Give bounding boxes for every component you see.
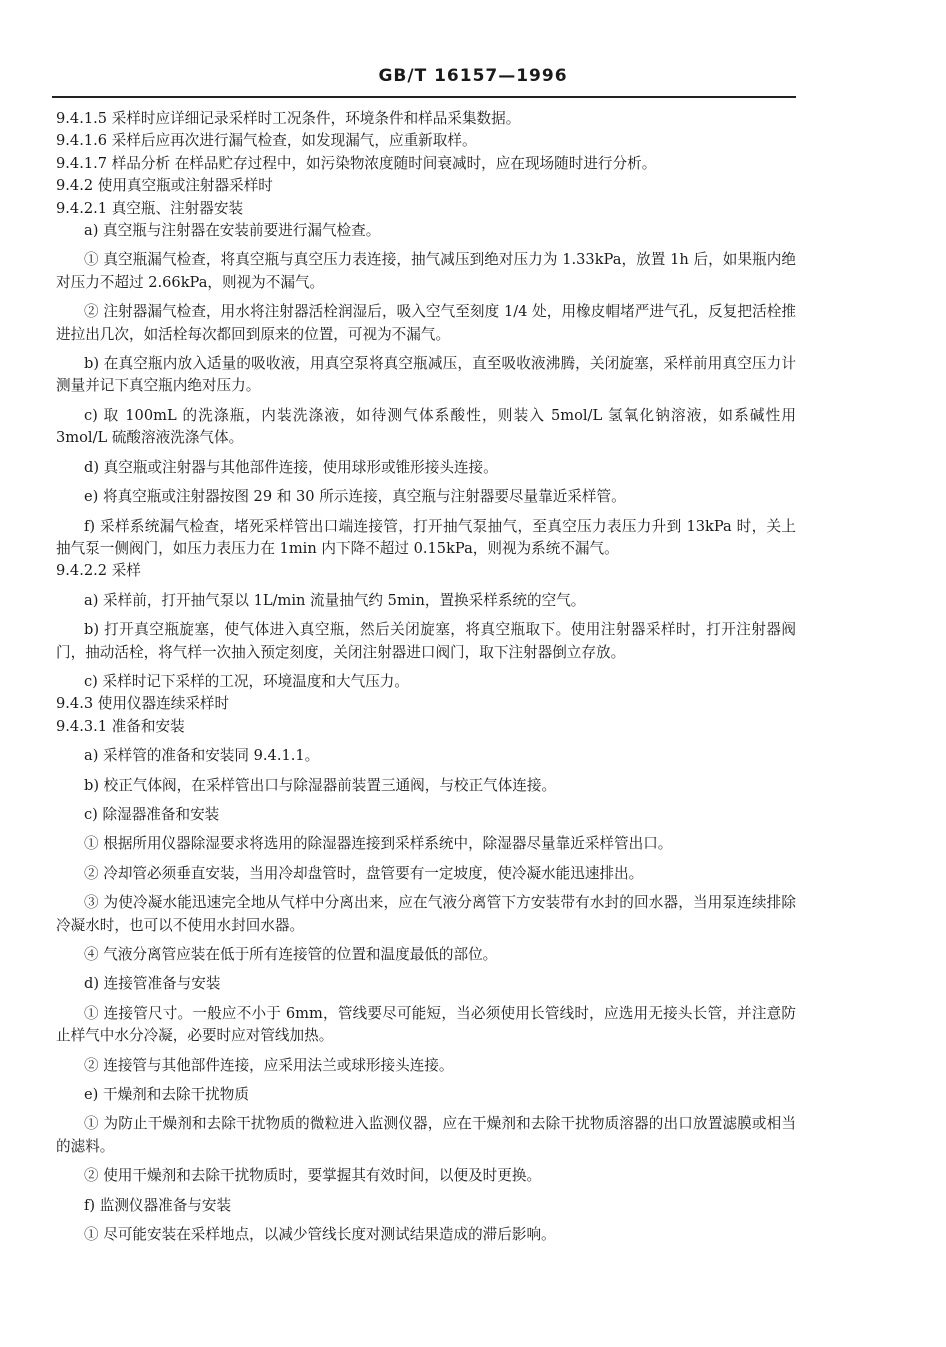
clause-9-4-2: 9.4.2 使用真空瓶或注射器采样时 (56, 177, 273, 195)
item-a-leak-check: a) 真空瓶与注射器在安装前要进行漏气检查。 (84, 222, 381, 240)
item-2-syringe-check: ② 注射器漏气检查，用水将注射器活栓润湿后，吸入空气至刻度 1/4 处，用橡皮帽堵严进气孔，反复把活栓推进拉出几次，如活栓每次都回到原来的位置，可视为不漏气。 (56, 303, 796, 343)
item-f-system-leak-check: f) 采样系统漏气检查，堵死采样管出口端连接管，打开抽气泵抽气，至真空压力表压力升到 13kPa 时，关上抽气泵一侧阀门，如压力表压力在 1min 内下降不超过 0.15kPa，则视为系统不漏气。 (56, 517, 796, 557)
item-c1-dehumidifier-connect: ① 根据所用仪器除湿要求将选用的除湿器连接到采样系统中，除湿器尽量靠近采样管出口。 (84, 835, 673, 853)
item-b-absorbent: b) 在真空瓶内放入适量的吸收液，用真空泵将真空瓶减压，直至吸收液沸腾，关闭旋塞，采样前用真空压力计测量并记下真空瓶内绝对压力。 (56, 355, 796, 395)
clause-9-4-1-5: 9.4.1.5 采样时应详细记录采样时工况条件，环境条件和样品采集数据。 (56, 110, 521, 127)
header-rule (52, 96, 796, 98)
item-c-dehumidifier: c) 除湿器准备和安装 (84, 805, 220, 823)
item-c-wash-bottle: c) 取 100mL 的洗涤瓶，内装洗涤液，如待测气体系酸性，则装入 5mol/L 氢氧化钠溶液，如系碱性用 3mol/L 硫酸溶液洗涤气体。 (56, 406, 796, 447)
item-c2-cooling-tube: ② 冷却管必须垂直安装，当用冷却盘管时，盘管要有一定坡度，使冷凝水能迅速排出。 (84, 864, 644, 882)
clause-9-4-1-6: 9.4.1.6 采样后应再次进行漏气检查，如发现漏气，应重新取样。 (56, 132, 477, 150)
item-a-pre-sampling: a) 采样前，打开抽气泵以 1L/min 流量抽气约 5min，置换采样系统的空气。 (84, 591, 586, 609)
clause-9-4-2-2: 9.4.2.2 采样 (56, 562, 141, 580)
item-e1-filter: ① 为防止干燥剂和去除干扰物质的微粒进入监测仪器，应在干燥剂和去除干扰物质溶器的出口放置滤膜或相当的滤料。 (56, 1115, 796, 1155)
item-d1-tube-size: ① 连接管尺寸。一般应不小于 6mm，管线要尽可能短，当必须使用长管线时，应选用无接头长管，并注意防止样气中水分冷凝，必要时应对管线加热。 (56, 1004, 796, 1045)
item-d-connecting-tube: d) 连接管准备与安装 (84, 975, 221, 993)
document-body (56, 108, 796, 1246)
item-a-sampling-tube: a) 采样管的准备和安装同 9.4.1.1。 (84, 747, 320, 765)
item-e-connect-figure: e) 将真空瓶或注射器按图 29 和 30 所示连接，真空瓶与注射器要尽量靠近采样管。 (84, 488, 626, 506)
standard-number-header: GB/T 16157—1996 (378, 66, 568, 86)
item-e2-replace: ② 使用干燥剂和去除干扰物质时，要掌握其有效时间，以便及时更换。 (84, 1167, 542, 1185)
item-f-instrument: f) 监测仪器准备与安装 (84, 1196, 232, 1214)
item-c4-separator: ④ 气液分离管应装在低于所有连接管的位置和温度最低的部位。 (84, 946, 498, 963)
clause-9-4-3-1: 9.4.3.1 准备和安装 (56, 717, 185, 735)
item-b-open-valve: b) 打开真空瓶旋塞，使气体进入真空瓶，然后关闭旋塞，将真空瓶取下。使用注射器采样时，打开注射器阀门，抽动活栓，将气样一次抽入预定刻度，关闭注射器进口阀门，取下注射器倒立存放。 (56, 621, 796, 661)
item-e-desiccant: e) 干燥剂和去除干扰物质 (84, 1086, 249, 1104)
item-d2-tube-connect: ② 连接管与其他部件连接，应采用法兰或球形接头连接。 (84, 1056, 454, 1074)
item-1-vacuum-bottle-check: ① 真空瓶漏气检查，将真空瓶与真空压力表连接，抽气减压到绝对压力为 1.33kPa，放置 1h 后，如果瓶内绝对压力不超过 2.66kPa，则视为不漏气。 (56, 251, 796, 291)
item-b-calibration-valve: b) 校正气体阀，在采样管出口与除湿器前装置三通阀，与校正气体连接。 (84, 776, 557, 794)
clause-9-4-3: 9.4.3 使用仪器连续采样时 (56, 695, 230, 713)
item-c3-condensate: ③ 为使冷凝水能迅速完全地从气样中分离出来，应在气液分离管下方安装带有水封的回水器，当用泵连续排除冷凝水时，也可以不使用水封回水器。 (56, 894, 796, 934)
clause-9-4-1-7: 9.4.1.7 样品分析 在样品贮存过程中，如污染物浓度随时间衰减时，应在现场随时进行分析。 (56, 154, 657, 172)
item-f1-install-location: ① 尽可能安装在采样地点，以减少管线长度对测试结果造成的滞后影响。 (84, 1226, 556, 1244)
clause-9-4-2-1: 9.4.2.1 真空瓶、注射器安装 (56, 199, 244, 217)
item-d-connection: d) 真空瓶或注射器与其他部件连接，使用球形或锥形接头连接。 (84, 458, 498, 476)
item-c-record: c) 采样时记下采样的工况，环境温度和大气压力。 (84, 672, 409, 690)
